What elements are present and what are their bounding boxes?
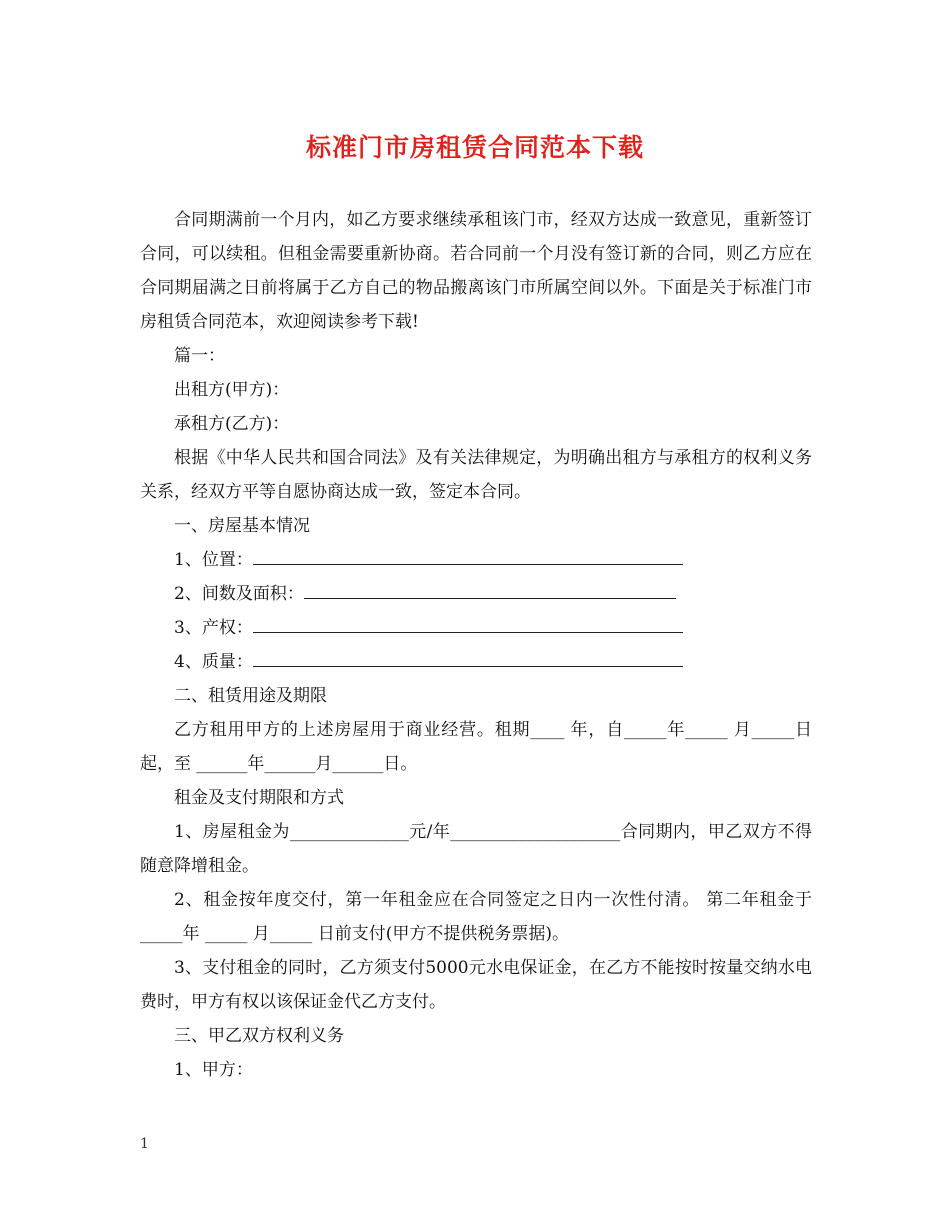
location-label: 1、位置： <box>174 550 253 570</box>
ownership-label: 3、产权： <box>174 618 253 638</box>
party-a-line: 1、甲方： <box>174 1060 253 1080</box>
section-heading-house: 一、房屋基本情况 <box>174 516 310 536</box>
intro-paragraph: 合同期满前一个月内，如乙方要求继续承租该门市，经双方达成一致意见，重新签订合同，可以续租。但租金需要重新协商。若合同前一个月没有签订新的合同，则乙方应在合同期届满之日前将属于乙方自己的物品搬离该门市所属空间以外。下面是关于标准门市房租赁合同范本，欢迎阅读参考下载! <box>140 210 812 332</box>
quality-label: 4、质量： <box>174 652 253 672</box>
location-field-row <box>140 543 812 577</box>
ownership-field-row <box>140 611 812 645</box>
location-blank <box>253 546 683 565</box>
lessor-line: 出租方(甲方)： <box>174 380 290 400</box>
area-label: 2、间数及面积： <box>174 584 304 604</box>
rent-heading: 租金及支付期限和方式 <box>174 788 344 808</box>
lease-term-paragraph: 乙方租用甲方的上述房屋用于商业经营。租期____ 年，自_____年_____ 月_____日起，至 ______年______月______日。 <box>140 720 812 774</box>
rent-clause-3: 3、支付租金的同时，乙方须支付5000元水电保证金，在乙方不能按时按量交纳水电费时，甲方有权以该保证金代乙方支付。 <box>140 958 812 1012</box>
section-heading-purpose: 二、租赁用途及期限 <box>174 686 327 706</box>
document-title: 标准门市房租赁合同范本下载 <box>305 133 644 162</box>
ownership-blank <box>253 614 683 633</box>
quality-blank <box>253 648 683 667</box>
chapter-label: 篇一： <box>174 346 225 366</box>
lessee-line: 承租方(乙方)： <box>174 414 290 434</box>
rent-clause-1: 1、房屋租金为______________元/年____________________合同期内，甲乙双方不得随意降增租金。 <box>140 822 812 876</box>
page-number: 1 <box>140 1136 149 1152</box>
area-blank <box>304 580 676 599</box>
section-heading-rights: 三、甲乙双方权利义务 <box>174 1026 344 1046</box>
document-body <box>140 203 812 1087</box>
quality-field-row <box>140 645 812 679</box>
area-field-row <box>140 577 812 611</box>
rent-clause-2: 2、租金按年度交付，第一年租金应在合同签定之日内一次性付清。 第二年租金于_____年 _____ 月_____ 日前支付(甲方不提供税务票据)。 <box>140 890 812 944</box>
preamble-paragraph: 根据《中华人民共和国合同法》及有关法律规定，为明确出租方与承租方的权利义务关系，经双方平等自愿协商达成一致，签定本合同。 <box>140 448 812 502</box>
